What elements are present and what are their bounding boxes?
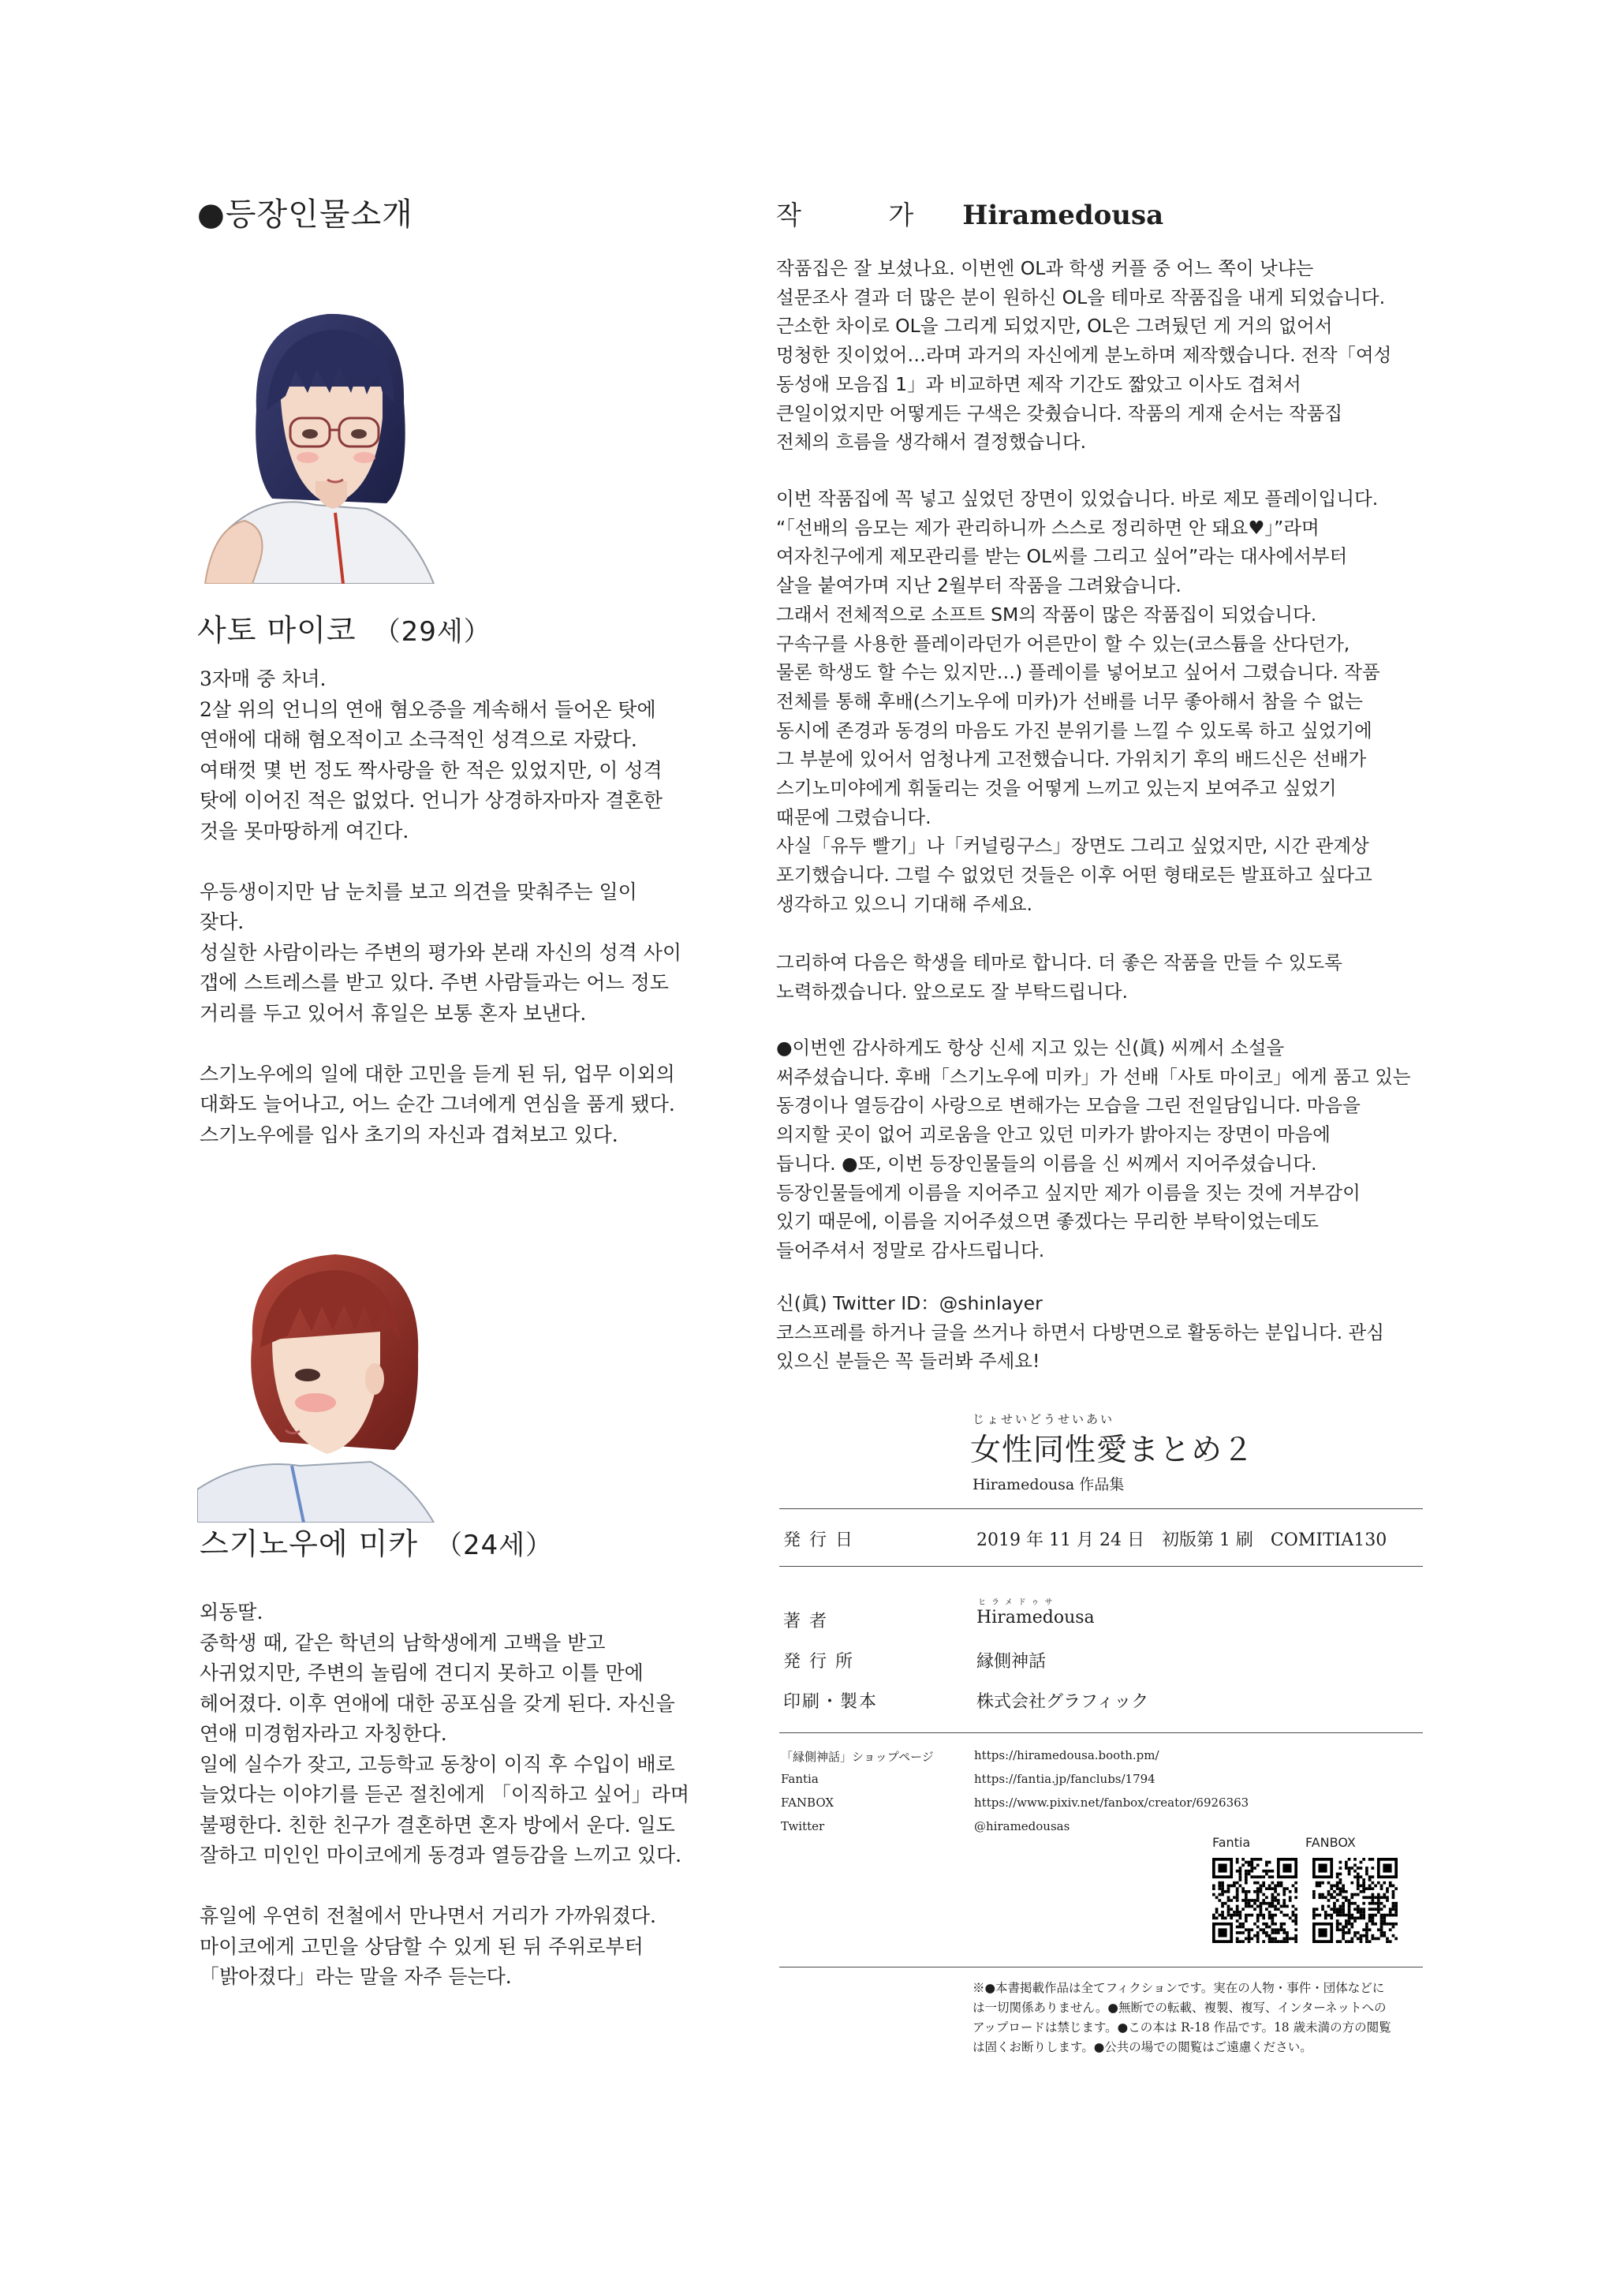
divider xyxy=(779,1732,1423,1733)
portrait-sato-maiko xyxy=(197,292,450,584)
book-subtitle: Hiramedousa 作品集 xyxy=(973,1476,1125,1493)
qr-code-fanbox[interactable] xyxy=(1312,1858,1398,1943)
author-credit-value: Hiramedousa xyxy=(976,1608,1095,1627)
issue-date-label: 発 行 日 xyxy=(783,1530,854,1550)
character-description-sato-maiko: 3자매 중 차녀. 2살 위의 언니의 연애 혐오증을 계속해서 들어온 탓에 연애에 대해 혐오적이고 소극적인 성격으로 자랐다. 여태껏 몇 번 정도 짝사랑을 한 적은 있었지만, 이 성격 탓에 이어진 적은 없었다. 언니가 상경하자마자 결혼한 것을 못마땅하게 여긴다. 우등생이지만 남 눈치를 보고 의견을 맞춰주는 일이 잦다. 성실한 사람이라는 주변의 평가와 본래 자신의 성격 사이 갭에 스트레스를 받고 있다. 주변 사람들과는 어느 정도 거리를 두고 있어서 휴일은 보통 혼자 보낸다. 스기노우에의 일에 대한 고민을 듣게 된 뒤, 업무 이외의 대화도 늘어나고, 어느 순간 그녀에게 연심을 품게 됐다. 스기노우에를 입사 초기의 자신과 겹쳐보고 있다. xyxy=(200,667,682,1146)
author-line xyxy=(776,195,1163,232)
link-label-fanbox: FANBOX xyxy=(781,1796,834,1810)
qr-code-fantia[interactable] xyxy=(1212,1858,1297,1943)
section-heading: ●등장인물소개 xyxy=(197,196,413,233)
printer-label: 印刷・製本 xyxy=(783,1692,879,1712)
author-credit-ruby: ヒラメドゥサ xyxy=(978,1598,1058,1607)
qr-label-fanbox: FANBOX xyxy=(1305,1835,1356,1850)
character-name-sato-maiko xyxy=(197,606,491,649)
character-description-suginoue-mika: 외동딸. 중학생 때, 같은 학년의 남학생에게 고백을 받고 사귀었지만, 주변의 놀림에 견디지 못하고 이틀 만에 헤어졌다. 이후 연애에 대한 공포심을 갖게 된다. 자신을 연애 미경험자라고 자칭한다. 일에 실수가 잦고, 고등학교 동창이 이직 후 수입이 배로 늘었다는 이야기를 듣곤 절친에게 「이직하고 싶어」라며 불평한다. 친한 친구가 결혼하면 혼자 방에서 운다. 일도 잘하고 미인인 마이코에게 동경과 열등감을 느끼고 있다. 휴일에 우연히 전철에서 만나면서 거리가 가까워졌다. 마이코에게 고민을 상담할 수 있게 된 뒤 주위로부터 「밝아졌다」라는 말을 자주 듣는다. xyxy=(200,1601,690,1988)
link-url-shop[interactable]: https://hiramedousa.booth.pm/ xyxy=(974,1748,1159,1762)
book-title: 女性同性愛まとめ２ xyxy=(970,1433,1255,1468)
link-url-fanbox[interactable]: https://www.pixiv.net/fanbox/creator/6926363 xyxy=(974,1796,1249,1810)
author-name: Hiramedousa xyxy=(962,200,1164,231)
afterword-paragraph-1: 작품집은 잘 보셨나요. 이번엔 OL과 학생 커플 중 어느 쪽이 낫냐는 설문조사 결과 더 많은 분이 원하신 OL을 테마로 작품집을 내게 되었습니다. 근소한 차이로 OL을 그리게 되었지만, OL은 그려뒀던 게 거의 없어서 멍청한 짓이었어…라며 과거의 자신에게 분노하며 제작했습니다. 전작「여성 동성애 모음집 1」과 비교하면 제작 기간도 짧았고 이사도 겹쳐서 큰일이었지만 어떻게든 구색은 갖췄습니다. 작품의 게재 순서는 작품집 전체의 흐름을 생각해서 결정했습니다. xyxy=(776,257,1392,454)
link-url-twitter[interactable]: @hiramedousas xyxy=(974,1819,1070,1833)
book-title-ruby: じょせいどうせいあい xyxy=(973,1412,1115,1426)
link-label-twitter: Twitter xyxy=(781,1819,825,1833)
publisher-value: 縁側神話 xyxy=(976,1652,1047,1672)
link-label-shop: 「縁側神話」ショップページ xyxy=(781,1750,934,1764)
character-name: 스기노우에 미카 xyxy=(200,1526,419,1561)
afterword-paragraph-3: 그리하여 다음은 학생을 테마로 합니다. 더 좋은 작품을 만들 수 있도록 노력하겠습니다. 앞으로도 잘 부탁드립니다. xyxy=(776,951,1342,1003)
portrait-suginoue-mika xyxy=(197,1229,450,1523)
afterword-paragraph-5: 신(眞) Twitter ID：@shinlayer 코스프레를 하거나 글을 쓰거나 하면서 다방면으로 활동하는 분입니다. 관심 있으신 분들은 꼭 들러봐 주세요! xyxy=(776,1292,1384,1373)
legal-disclaimer: ※●本書掲載作品は全てフィクションです。実在の人物・事件・団体などに は一切関係ありません。●無断での転載、複製、複写、インターネットへの アップロードは禁じます。●この本は R-18 作品です。18 歳未満の方の閲覧 は固くお断りします。●公共の場での閲覧はご遠慮ください。 xyxy=(973,1981,1391,2054)
afterword-paragraph-4: ●이번엔 감사하게도 항상 신세 지고 있는 신(眞) 씨께서 소설을 써주셨습니다. 후배「스기노우에 미카」가 선배「사토 마이코」에게 품고 있는 동경이나 열등감이 사랑으로 변해가는 모습을 그린 전일담입니다. 마음을 의지할 곳이 없어 괴로움을 안고 있던 미카가 밝아지는 장면이 마음에 듭니다. ●또, 이번 등장인물들의 이름을 신 씨께서 지어주셨습니다. 등장인물들에게 이름을 지어주고 싶지만 제가 이름을 짓는 것에 거부감이 있기 때문에, 이름을 지어주셨으면 좋겠다는 무리한 부탁이었는데도 들어주셔서 정말로 감사드립니다. xyxy=(776,1037,1411,1261)
divider xyxy=(779,1566,1423,1567)
divider xyxy=(779,1508,1423,1509)
issue-date-value: 2019 年 11 月 24 日 初版第 1 刷 COMITIA130 xyxy=(976,1530,1387,1550)
publisher-label: 発 行 所 xyxy=(783,1652,854,1672)
character-age: （24세） xyxy=(435,1530,554,1561)
character-name: 사토 마이코 xyxy=(197,613,357,648)
character-age: （29세） xyxy=(373,616,491,648)
link-url-fantia[interactable]: https://fantia.jp/fanclubs/1794 xyxy=(974,1772,1155,1786)
printer-value: 株式会社グラフィック xyxy=(976,1692,1149,1712)
qr-label-fantia: Fantia xyxy=(1212,1835,1251,1850)
author-label: 작 가 xyxy=(776,200,954,230)
author-credit-label: 著 者 xyxy=(783,1612,828,1631)
link-label-fantia: Fantia xyxy=(781,1772,819,1786)
character-name-suginoue-mika xyxy=(200,1519,553,1563)
afterword-paragraph-2: 이번 작품집에 꼭 넣고 싶었던 장면이 있었습니다. 바로 제모 플레이입니다. “「선배의 음모는 제가 관리하니까 스스로 정리하면 안 돼요♥」”라며 여자친구에게 제모관리를 받는 OL씨를 그리고 싶어”라는 대사에서부터 살을 붙여가며 지난 2월부터 작품을 그려왔습니다. 그래서 전체적으로 소프트 SM의 작품이 많은 작품집이 되었습니다. 구속구를 사용한 플레이라던가 어른만이 할 수 있는(코스튬을 산다던가, 물론 학생도 할 수는 있지만…) 플레이를 넣어보고 싶어서 그렸습니다. 작품 전체를 통해 후배(스기노우에 미카)가 선배를 너무 좋아해서 참을 수 없는 동시에 존경과 동경의 마음도 가진 분위기를 느낄 수 있도록 하고 싶었기에 그 부분에 있어서 엄청나게 고전했습니다. 가위치기 후의 배드신은 선배가 스기노미야에게 휘둘리는 것을 어떻게 느끼고 있는지 보여주고 싶었기 때문에 그렸습니다. 사실「유두 빨기」나「커널링구스」장면도 그리고 싶었지만, 시간 관계상 포기했습니다. 그럴 수 없었던 것들은 이후 어떤 형태로든 발표하고 싶다고 생각하고 있으니 기대해 주세요. xyxy=(776,488,1380,915)
